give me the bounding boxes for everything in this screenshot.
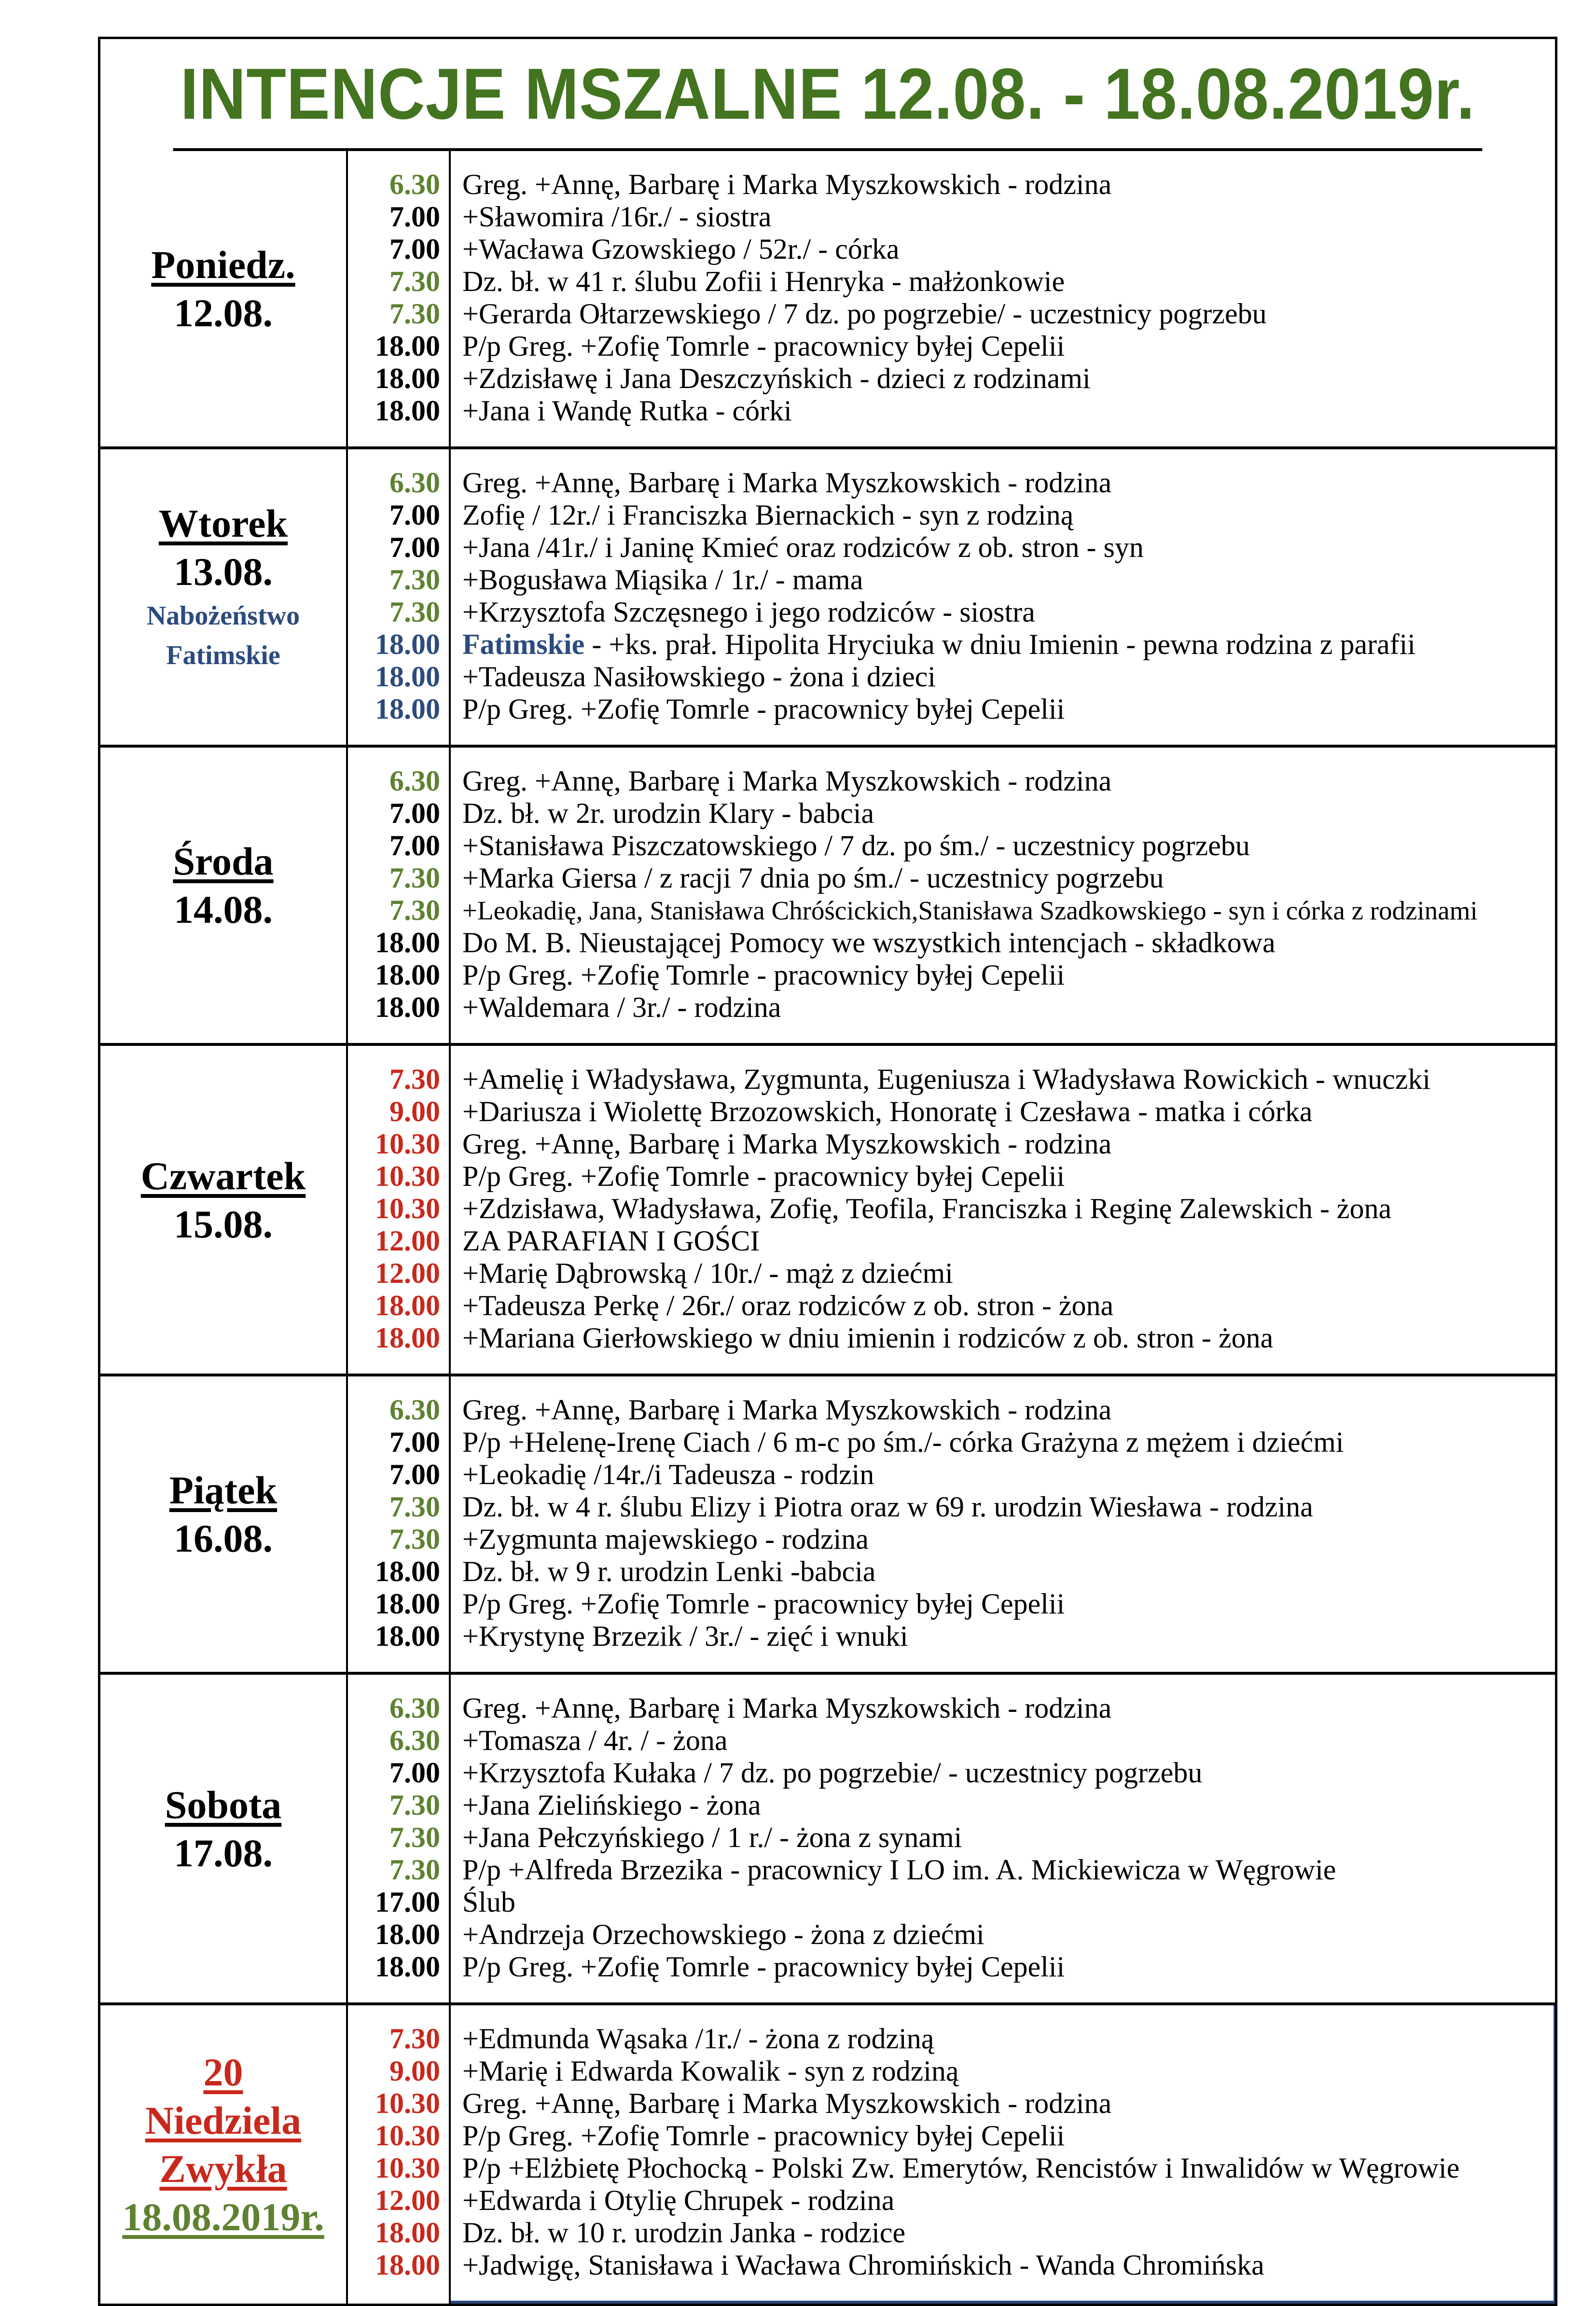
mass-time: 9.00 (389, 1096, 440, 1127)
day-date: 17.08. (174, 1831, 273, 1875)
intention-body: +Jana /41r./ i Janinę Kmieć oraz rodziców z ob. stron - syn (462, 531, 1144, 563)
day-row (100, 1675, 1555, 2005)
intention-body: P/p +Elżbietę Płochocką - Polski Zw. Emerytów, Rencistów i Inwalidów w Węgrowie (462, 2152, 1460, 2184)
day-row (100, 449, 1555, 748)
intention-body: +Waldemara / 3r./ - rodzina (462, 991, 781, 1023)
mass-time: 18.00 (375, 362, 440, 394)
mass-time: 7.00 (389, 201, 440, 233)
times-cell (348, 449, 451, 745)
day-date: 12.08. (174, 291, 273, 335)
day-name: Wtorek (158, 501, 288, 545)
intentions-cell (451, 449, 1555, 745)
times-cell (348, 151, 451, 446)
intention-body: +Marię Dąbrowską / 10r./ - mąż z dziećmi (462, 1257, 953, 1289)
day-row (100, 2005, 1555, 2304)
day-note: Nabożeństwo (146, 601, 300, 631)
intention-body: P/p +Alfreda Brzezika - pracownicy I LO im. A. Mickiewicza w Węgrowie (462, 1854, 1336, 1886)
day-name: Czwartek (140, 1153, 306, 1198)
intention-text (462, 894, 1555, 927)
intention-text (462, 927, 1555, 959)
mass-time: 7.30 (389, 1063, 440, 1095)
mass-time: 18.00 (375, 2217, 440, 2249)
intention-text (462, 2120, 1554, 2152)
intention-text (462, 1692, 1555, 1724)
intention-text (462, 233, 1555, 265)
mass-time: 18.00 (375, 628, 440, 660)
mass-time: 7.00 (389, 830, 440, 861)
intention-text (462, 2055, 1554, 2087)
day-label-cell (100, 2005, 348, 2304)
mass-time: 7.00 (389, 531, 440, 563)
intention-body: Greg. +Annę, Barbarę i Marka Myszkowskich - rodzina (462, 1394, 1112, 1426)
intention-text (462, 797, 1555, 830)
intention-text (462, 2249, 1554, 2281)
intention-body: Dz. bł. w 4 r. ślubu Elizy i Piotra oraz w 69 r. urodzin Wiesława - rodzina (462, 1491, 1313, 1523)
day-row (100, 748, 1555, 1046)
mass-time: 6.30 (389, 467, 440, 499)
intention-body: +Tadeusza Perkę / 26r./ oraz rodziców z ob. stron - żona (462, 1290, 1114, 1321)
intention-text (462, 1918, 1555, 1951)
mass-time: 7.00 (389, 233, 440, 265)
day-label-cell (100, 449, 348, 745)
intention-text (462, 2152, 1554, 2184)
mass-time: 12.00 (375, 1225, 440, 1257)
intention-body: +Jana i Wandę Rutka - córki (462, 395, 792, 427)
intention-text (462, 1225, 1555, 1257)
day-name: Sobota (165, 1782, 282, 1827)
intention-body: Dz. bł. w 2r. urodzin Klary - babcia (462, 797, 874, 829)
day-date: 18.08.2019r. (122, 2195, 324, 2239)
intention-text (462, 1523, 1555, 1556)
mass-time: 7.30 (389, 596, 440, 628)
mass-time: 7.30 (389, 1821, 440, 1853)
times-cell (348, 2005, 451, 2304)
day-name: Poniedz. (151, 243, 295, 287)
mass-time: 18.00 (375, 1556, 440, 1587)
intention-body: Zofię / 12r./ i Franciszka Biernackich - syn z rodziną (462, 499, 1074, 531)
intention-body: Greg. +Annę, Barbarę i Marka Myszkowskich - rodzina (462, 1128, 1112, 1160)
day-name: Niedziela (145, 2098, 302, 2142)
intention-text (462, 862, 1555, 894)
intention-body: +Sławomira /16r./ - siostra (462, 201, 772, 233)
mass-time: 18.00 (375, 991, 440, 1023)
mass-time: 6.30 (389, 1394, 440, 1426)
mass-time: 18.00 (375, 1290, 440, 1321)
day-row (100, 1046, 1555, 1376)
intention-text (462, 1951, 1555, 1983)
intention-body: Greg. +Annę, Barbarę i Marka Myszkowskich - rodzina (462, 2087, 1112, 2119)
intention-body: Greg. +Annę, Barbarę i Marka Myszkowskich - rodzina (462, 467, 1112, 499)
intention-body: P/p Greg. +Zofię Tomrle - pracownicy byłej Cepelii (462, 1588, 1065, 1620)
intention-text (462, 1096, 1555, 1128)
mass-time: 18.00 (375, 2249, 440, 2281)
intention-text (462, 1789, 1555, 1821)
intention-body: P/p Greg. +Zofię Tomrle - pracownicy byłej Cepelii (462, 693, 1065, 725)
intention-text (462, 1160, 1555, 1193)
intentions-cell (451, 1046, 1555, 1374)
day-name: Środa (173, 839, 274, 883)
day-note: Fatimskie (166, 640, 280, 670)
day-label-cell (100, 1376, 348, 1672)
intention-text (462, 201, 1555, 233)
day-row (100, 1376, 1555, 1675)
intention-text (462, 693, 1555, 725)
intentions-cell (451, 748, 1555, 1043)
mass-time: 10.30 (375, 1128, 440, 1160)
mass-time: 18.00 (375, 1951, 440, 1983)
intention-body: Do M. B. Nieustającej Pomocy we wszystkich intencjach - składkowa (462, 927, 1276, 959)
intention-text (462, 1854, 1555, 1886)
intention-body: +Dariusza i Wiolettę Brzozowskich, Honoratę i Czesława - matka i córka (462, 1096, 1313, 1127)
mass-time: 10.30 (375, 1160, 440, 1192)
mass-time: 7.30 (389, 2023, 440, 2055)
intention-text (462, 2023, 1554, 2055)
mass-time: 6.30 (389, 1692, 440, 1724)
times-cell (348, 1376, 451, 1672)
day-date: 14.08. (174, 888, 273, 931)
day-label-cell (100, 748, 348, 1043)
mass-time: 7.30 (389, 894, 440, 926)
intention-body: +Edmunda Wąsaka /1r./ - żona z rodziną (462, 2023, 934, 2055)
mass-time: 10.30 (375, 2152, 440, 2184)
mass-time: 17.00 (375, 1886, 440, 1918)
intention-text (462, 1290, 1555, 1322)
intention-text (462, 499, 1555, 531)
times-cell (348, 1046, 451, 1374)
intention-body: - +ks. prał. Hipolita Hryciuka w dniu Imienin - pewna rodzina z parafii (584, 628, 1416, 660)
intention-text (462, 1724, 1555, 1757)
intention-body: P/p Greg. +Zofię Tomrle - pracownicy byłej Cepelii (462, 1951, 1065, 1983)
day-label-cell (100, 1675, 348, 2002)
intention-text (462, 1063, 1555, 1096)
intention-text (462, 1821, 1555, 1854)
intentions-cell (451, 151, 1555, 446)
intention-body: P/p Greg. +Zofię Tomrle - pracownicy byłej Cepelii (462, 2120, 1065, 2152)
intention-text (462, 661, 1555, 693)
intention-body: P/p +Helenę-Irenę Ciach / 6 m-c po śm./- córka Grażyna z mężem i dziećmi (462, 1426, 1344, 1458)
mass-time: 7.30 (389, 298, 440, 330)
intention-body: +Amelię i Władysława, Zygmunta, Eugeniusza i Władysława Rowickich - wnuczki (462, 1063, 1431, 1095)
intention-text (462, 1588, 1555, 1620)
mass-time: 7.00 (389, 797, 440, 829)
intention-body: +Krzysztofa Szczęsnego i jego rodziców - siostra (462, 596, 1035, 628)
intention-body: P/p Greg. +Zofię Tomrle - pracownicy byłej Cepelii (462, 959, 1065, 991)
intention-highlight: Fatimskie (462, 628, 585, 660)
mass-time: 7.00 (389, 1459, 440, 1490)
mass-time: 18.00 (375, 927, 440, 959)
intention-text (462, 1556, 1555, 1588)
intention-text (462, 1322, 1555, 1354)
intention-body: +Leokadię /14r./i Tadeusza - rodzin (462, 1459, 874, 1490)
intention-text (462, 467, 1555, 499)
mass-time: 7.30 (389, 564, 440, 596)
day-name: Piątek (169, 1468, 278, 1512)
mass-time: 6.30 (389, 1724, 440, 1756)
sunday-subtitle: Zwykła (159, 2147, 287, 2191)
intention-body: Greg. +Annę, Barbarę i Marka Myszkowskich - rodzina (462, 1692, 1112, 1724)
intention-text (462, 330, 1555, 362)
day-date: 15.08. (174, 1202, 273, 1246)
intention-body: +Marka Giersa / z racji 7 dnia po śm./ - uczestnicy pogrzebu (462, 862, 1164, 894)
intention-text (462, 959, 1555, 991)
intention-body: +Bogusława Miąsika / 1r./ - mama (462, 564, 863, 596)
mass-time: 18.00 (375, 1620, 440, 1652)
intention-body: +Leokadię, Jana, Stanisława Chróścickich,Stanisława Szadkowskiego - syn i córka z rodzinami (462, 896, 1478, 925)
intention-text (462, 1257, 1555, 1290)
intention-body: Dz. bł. w 41 r. ślubu Zofii i Henryka - małżonkowie (462, 265, 1065, 297)
mass-time: 7.30 (389, 1789, 440, 1821)
mass-time: 7.30 (389, 1491, 440, 1523)
mass-time: 7.00 (389, 1757, 440, 1789)
page-title: INTENCJE MSZALNE 12.08. - 18.08.2019r. (173, 39, 1483, 151)
mass-time: 6.30 (389, 168, 440, 200)
mass-time: 18.00 (375, 330, 440, 362)
intention-text (462, 1394, 1555, 1426)
intention-text (462, 1128, 1555, 1160)
intention-text (462, 628, 1555, 661)
mass-time: 7.30 (389, 862, 440, 894)
intention-text (462, 531, 1555, 564)
intention-body: +Jana Zielińskiego - żona (462, 1789, 761, 1821)
mass-time: 9.00 (389, 2055, 440, 2087)
intention-text (462, 596, 1555, 628)
times-cell (348, 748, 451, 1043)
intention-body: +Marię i Edwarda Kowalik - syn z rodziną (462, 2055, 959, 2087)
intention-body: +Krystynę Brzezik / 3r./ - zięć i wnuki (462, 1620, 908, 1652)
intention-text (462, 564, 1555, 596)
mass-time: 18.00 (375, 395, 440, 427)
intention-body: P/p Greg. +Zofię Tomrle - pracownicy byłej Cepelii (462, 330, 1065, 362)
mass-time: 18.00 (375, 661, 440, 693)
intention-text (462, 298, 1555, 330)
mass-time: 10.30 (375, 2120, 440, 2152)
mass-time: 18.00 (375, 1322, 440, 1354)
intention-text (462, 1620, 1555, 1653)
mass-time: 7.30 (389, 265, 440, 297)
intention-body: Dz. bł. w 10 r. urodzin Janka - rodzice (462, 2217, 906, 2249)
intention-text (462, 1886, 1555, 1918)
mass-intentions-sheet (98, 37, 1557, 2306)
day-label-cell (100, 1046, 348, 1374)
mass-time: 18.00 (375, 1918, 440, 1950)
mass-time: 6.30 (389, 765, 440, 797)
intention-body: +Tomasza / 4r. / - żona (462, 1724, 728, 1756)
intention-body: +Zdzisława, Władysława, Zofię, Teofila, Franciszka i Reginę Zalewskich - żona (462, 1193, 1392, 1224)
mass-time: 12.00 (375, 2184, 440, 2216)
day-date: 16.08. (174, 1516, 273, 1560)
intentions-cell (451, 2005, 1555, 2304)
intention-text (462, 1193, 1555, 1225)
day-row (100, 151, 1555, 449)
intention-text (462, 2217, 1554, 2249)
intention-text (462, 1426, 1555, 1459)
intention-text (462, 1757, 1555, 1789)
mass-time: 10.30 (375, 1193, 440, 1224)
intentions-cell (451, 1376, 1555, 1672)
mass-time: 7.00 (389, 499, 440, 531)
days-table (100, 151, 1555, 2304)
intention-text (462, 1491, 1555, 1523)
intention-body: +Andrzeja Orzechowskiego - żona z dziećmi (462, 1918, 985, 1950)
intention-body: +Gerarda Ołtarzewskiego / 7 dz. po pogrzebie/ - uczestnicy pogrzebu (462, 298, 1267, 330)
intention-text (462, 830, 1555, 862)
intentions-cell (451, 1675, 1555, 2002)
mass-time: 18.00 (375, 959, 440, 991)
intention-body: +Zygmunta majewskiego - rodzina (462, 1523, 869, 1555)
mass-time: 7.30 (389, 1854, 440, 1886)
intention-text (462, 2184, 1554, 2217)
intention-body: +Wacława Gzowskiego / 52r./ - córka (462, 233, 900, 265)
intention-text (462, 2087, 1554, 2120)
mass-time: 12.00 (375, 1257, 440, 1289)
intention-text (462, 395, 1555, 427)
intention-body: Greg. +Annę, Barbarę i Marka Myszkowskich - rodzina (462, 765, 1112, 797)
intention-body: +Mariana Gierłowskiego w dniu imienin i rodziców z ob. stron - żona (462, 1322, 1274, 1354)
intention-body: +Jana Pełczyńskiego / 1 r./ - żona z synami (462, 1821, 962, 1853)
day-date: 13.08. (174, 550, 273, 594)
intention-body: P/p Greg. +Zofię Tomrle - pracownicy byłej Cepelii (462, 1160, 1065, 1192)
intention-text (462, 168, 1555, 201)
intention-body: +Edwarda i Otylię Chrupek - rodzina (462, 2184, 895, 2216)
mass-time: 18.00 (375, 693, 440, 725)
intention-body: +Stanisława Piszczatowskiego / 7 dz. po śm./ - uczestnicy pogrzebu (462, 830, 1250, 861)
intention-body: Greg. +Annę, Barbarę i Marka Myszkowskich - rodzina (462, 168, 1112, 200)
times-cell (348, 1675, 451, 2002)
intention-text (462, 991, 1555, 1024)
intention-text (462, 1459, 1555, 1491)
intention-body: ZA PARAFIAN I GOŚCI (462, 1225, 760, 1257)
intention-body: Dz. bł. w 9 r. urodzin Lenki -babcia (462, 1556, 876, 1587)
intention-body: +Jadwigę, Stanisława i Wacława Chromińskich - Wanda Chromińska (462, 2249, 1264, 2281)
mass-time: 7.00 (389, 1426, 440, 1458)
mass-time: 10.30 (375, 2087, 440, 2119)
mass-time: 18.00 (375, 1588, 440, 1620)
intention-body: +Tadeusza Nasiłowskiego - żona i dzieci (462, 661, 936, 693)
mass-time: 7.30 (389, 1523, 440, 1555)
day-label-cell (100, 151, 348, 446)
intention-text (462, 362, 1555, 395)
intention-text (462, 265, 1555, 298)
sunday-number: 20 (203, 2050, 243, 2094)
intention-body: +Zdzisławę i Jana Deszczyńskich - dzieci z rodzinami (462, 362, 1091, 394)
intention-text (462, 765, 1555, 797)
intention-body: +Krzysztofa Kułaka / 7 dz. po pogrzebie/ - uczestnicy pogrzebu (462, 1757, 1203, 1789)
intention-body: Ślub (462, 1886, 516, 1918)
